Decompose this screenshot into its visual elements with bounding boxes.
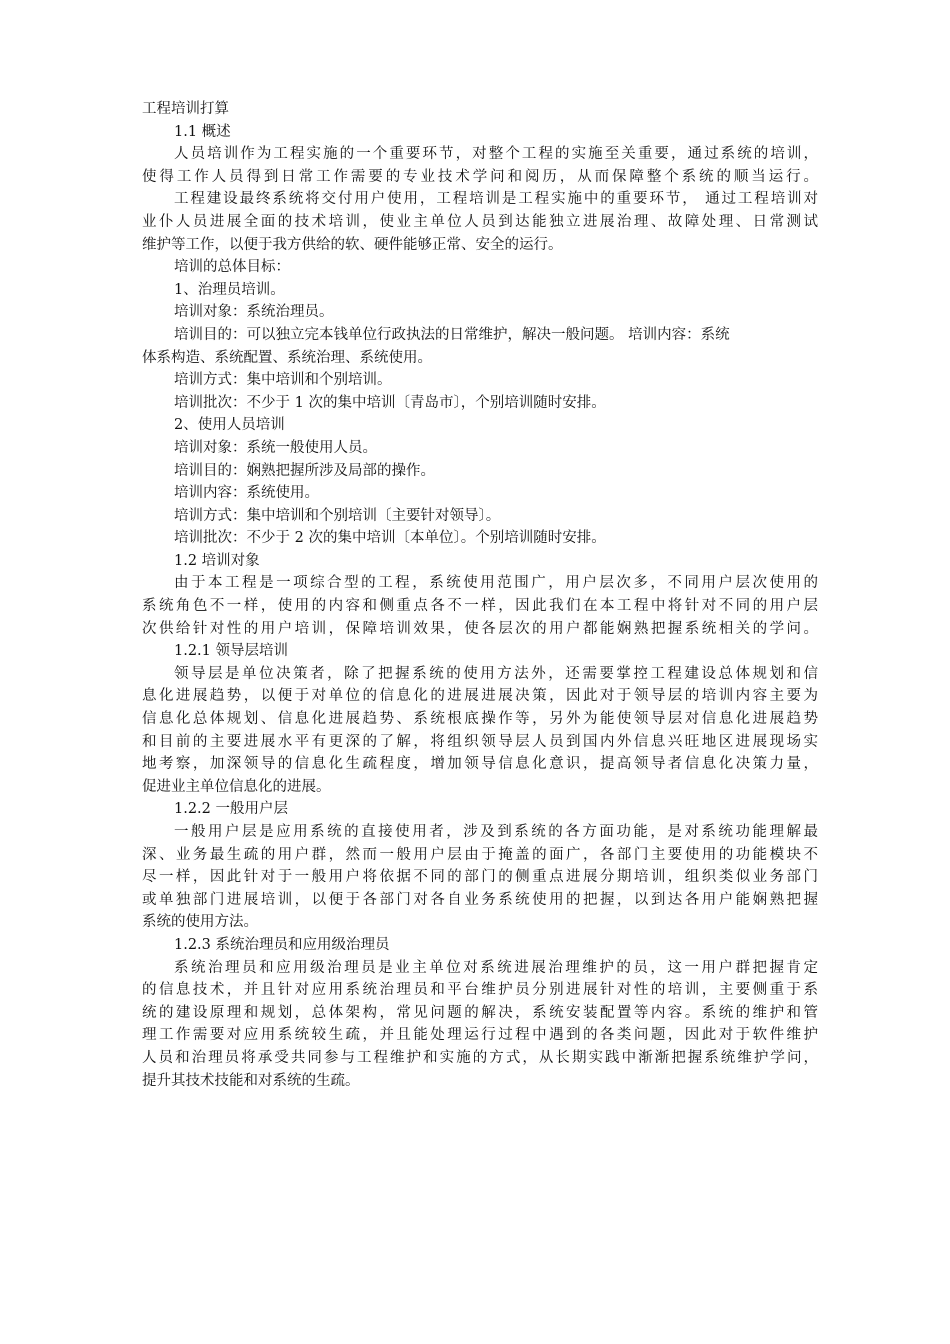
- text-line: 系统的使用方法。: [142, 914, 258, 931]
- text-line: 信息化总体规划、信息化进展趋势、系统根底操作等，另外为能使领导层对信息化进展趋势: [142, 711, 818, 728]
- text-line: 培训对象：系统治理员。: [174, 304, 334, 321]
- text-line: 深、业务最生疏的用户群，然而一般用户层由于掩盖的面广，各部门主要使用的功能模块不: [142, 846, 818, 863]
- text-line: 1.1 概述: [174, 123, 231, 140]
- text-line: 业仆人员进展全面的技术培训，使业主单位人员到达能独立进展治理、故障处理、日常测试: [142, 213, 818, 230]
- document-page: [142, 98, 818, 1092]
- text-line: 地考察，加深领导的信息化生疏程度，增加领导信息化意识，提高领导者信息化决策力量，: [142, 756, 818, 773]
- text-line: 1、治理员培训。: [174, 281, 285, 298]
- text-line: 的信息技术，并且针对应用系统治理员和平台维护员分别进展针对性的培训，主要侧重于系: [142, 982, 818, 999]
- text-line: 使得工作人员得到日常工作需要的专业技术学问和阅历，从而保障整个系统的顺当运行。: [142, 168, 818, 185]
- text-line: 1.2.1 领导层培训: [174, 643, 289, 660]
- text-line: 培训方式：集中培训和个别培训〔主要针对领导〕。: [174, 507, 501, 524]
- text-line: 培训目的：娴熟把握所涉及局部的操作。: [174, 462, 435, 479]
- text-line: 息化进展趋势，以便于对单位的信息化的进展进展决策，因此对于领导层的培训内容主要为: [142, 688, 818, 705]
- document-body: [142, 121, 818, 1093]
- text-line: 人员和治理员将承受共同参与工程维护和实施的方式，从长期实践中渐渐把握系统维护学问，: [142, 1049, 818, 1066]
- text-line: 培训批次：不少于 1 次的集中培训〔青岛市〕，个别培训随时安排。: [174, 394, 606, 411]
- text-line: 1.2.2 一般用户层: [174, 801, 289, 818]
- text-line: 培训对象：系统一般使用人员。: [174, 439, 377, 456]
- text-line: 促进业主单位信息化的进展。: [142, 778, 331, 795]
- text-line: 培训方式：集中培训和个别培训。: [174, 372, 392, 389]
- text-line: 尽一样，因此针对于一般用户将依据不同的部门的侧重点进展分期培训，组织类似业务部门: [142, 869, 818, 886]
- text-line: 系统角色不一样，使用的内容和侧重点各不一样，因此我们在本工程中将针对不同的用户层: [142, 598, 818, 615]
- text-line: 1.2 培训对象: [174, 552, 260, 569]
- text-line: 次供给针对性的用户培训，保障培训效果，使各层次的用户都能娴熟把握系统相关的学问。: [142, 620, 818, 637]
- text-line: 工程建设最终系统将交付用户使用，工程培训是工程实施中的重要环节， 通过工程培训对: [174, 191, 818, 208]
- text-line: 培训的总体目标：: [174, 259, 290, 276]
- text-line: 统的建设原理和规划，总体架构，常见问题的解决，系统安装配置等内容。系统的维护和管: [142, 1004, 818, 1021]
- text-line: 培训内容：系统使用。: [174, 485, 319, 502]
- text-line: 领导层是单位决策者，除了把握系统的使用方法外，还需要掌控工程建设总体规划和信: [174, 665, 818, 682]
- document-title: 工程培训打算: [142, 101, 229, 117]
- text-line: 或单独部门进展培训，以便于各部门对各自业务系统使用的把握，以到达各用户能娴熟把握: [142, 891, 818, 908]
- text-line: 人员培训作为工程实施的一个重要环节，对整个工程的实施至关重要，通过系统的培训，: [174, 146, 818, 163]
- text-line: 提升其技术技能和对系统的生疏。: [142, 1072, 360, 1089]
- text-line: 由于本工程是一项综合型的工程，系统使用范围广，用户层次多，不同用户层次使用的: [174, 575, 818, 592]
- text-line: 培训批次：不少于 2 次的集中培训〔本单位〕。个别培训随时安排。: [174, 530, 606, 547]
- text-line: 理工作需要对应用系统较生疏，并且能处理运行过程中遇到的各类问题，因此对于软件维护: [142, 1027, 818, 1044]
- text-line: 培训目的：可以独立完本钱单位行政执法的日常维护，解决一般问题。 培训内容：系统: [174, 326, 730, 343]
- text-line: 2、使用人员培训: [174, 417, 285, 434]
- text-line: 1.2.3 系统治理员和应用级治理员: [174, 936, 390, 953]
- text-line: 维护等工作，以便于我方供给的软、硬件能够正常、安全的运行。: [142, 236, 563, 253]
- text-line: 一般用户层是应用系统的直接使用者，涉及到系统的各方面功能，是对系统功能理解最: [174, 824, 818, 840]
- text-line: 系统治理员和应用级治理员是业主单位对系统进展治理维护的员，这一用户群把握肯定: [174, 959, 818, 976]
- text-line: 体系构造、系统配置、系统治理、系统使用。: [142, 349, 432, 366]
- text-line: 和目前的主要进展水平有更深的了解，将组织领导层人员到国内外信息兴旺地区进展现场实: [142, 733, 818, 750]
